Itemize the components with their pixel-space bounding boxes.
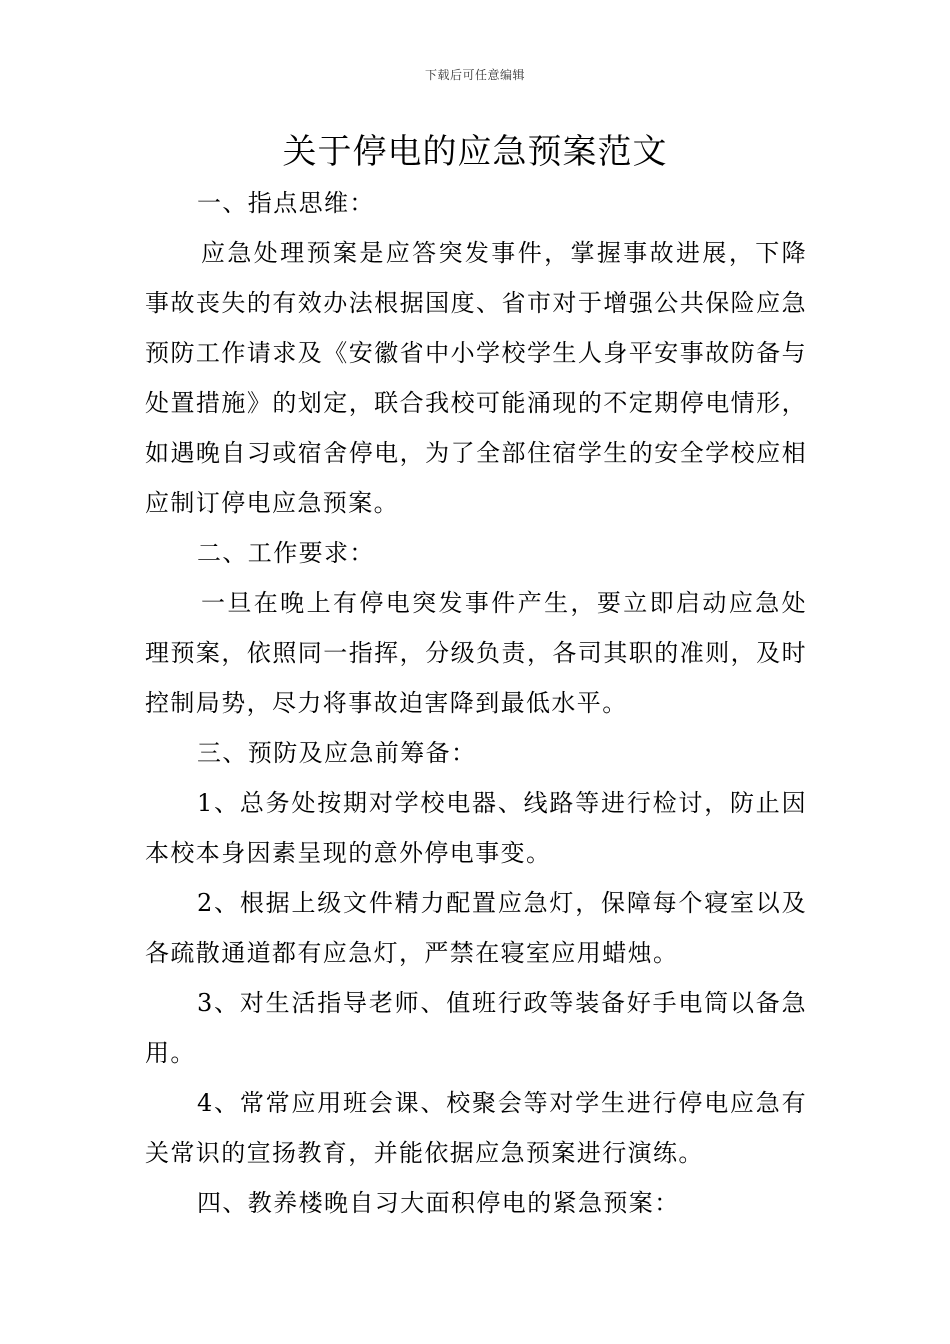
- list-item-2: 2、根据上级文件精力配置应急灯，保障每个寝室以及各疏散通道都有应急灯，严禁在寝室应用蜡烛。: [145, 889, 807, 967]
- page-header-note: 下载后可任意编辑: [424, 68, 525, 82]
- list-item-4: 4、常常应用班会课、校聚会等对学生进行停电应急有关常识的宣扬教育，并能依据应急预案进行演练。: [145, 1089, 807, 1167]
- section-heading-3: 三、预防及应急前筹备：: [197, 739, 477, 767]
- section-heading-2: 二、工作要求：: [197, 539, 375, 567]
- list-item-3: 3、对生活指导老师、值班行政等装备好手电筒以备急用。: [145, 989, 807, 1067]
- document-title: 关于停电的应急预案范文: [282, 132, 668, 172]
- section-heading-4: 四、教养楼晚自习大面积停电的紧急预案：: [197, 1189, 680, 1217]
- list-item-1: 1、总务处按期对学校电器、线路等进行检讨，防止因本校本身因素呈现的意外停电事变。: [145, 789, 807, 867]
- paragraph-2: 一旦在晚上有停电突发事件产生，要立即启动应急处理预案，依照同一指挥，分级负责，各司其职的准则，及时控制局势，尽力将事故迫害降到最低水平。: [145, 589, 807, 717]
- section-heading-1: 一、指点思维：: [197, 189, 375, 217]
- document-body: [145, 178, 807, 1228]
- paragraph-1: 应急处理预案是应答突发事件，掌握事故进展，下降事故丧失的有效办法根据国度、省市对于增强公共保险应急预防工作请求及《安徽省中小学校学生人身平安事故防备与处置措施》的划定，联合我校可能涌现的不定期停电情形，如遇晚自习或宿舍停电，为了全部住宿学生的安全学校应相应制订停电应急预案。: [145, 239, 807, 517]
